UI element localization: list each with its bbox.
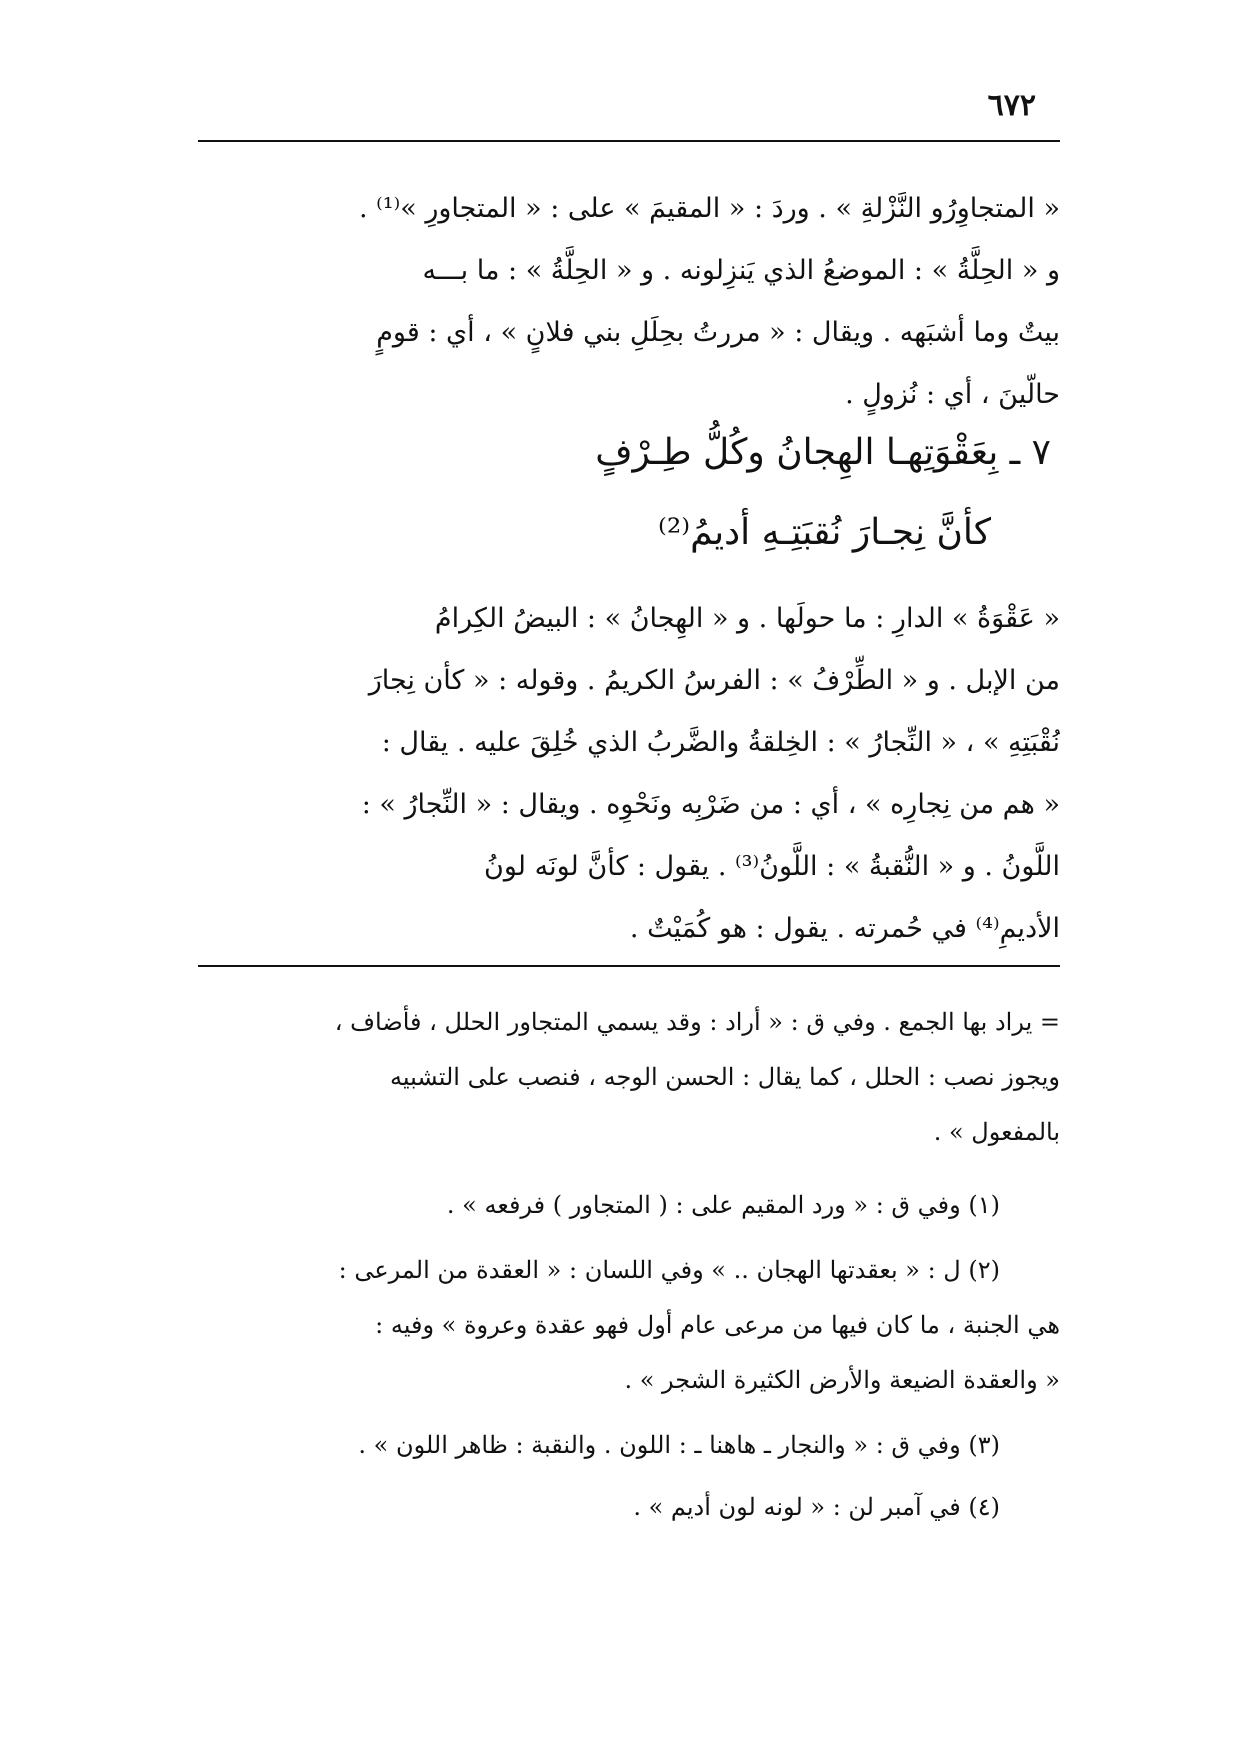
main-text [210,178,1060,426]
note-continuation [210,995,1060,1160]
header-rule [198,140,1060,142]
text-line: « عَقْوَةُ » الدارِ : ما حولَها . و « الهِجانُ » : البيضُ الكِرامُ [434,603,1060,634]
footnote-1 [210,1178,1060,1233]
note-line: = يراد بها الجمع . وفي ق : « أراد : وقد يسمي المتجاور الحلل ، فأضاف ، [334,1008,1060,1036]
commentary [210,588,1060,960]
note-line: (٣) وفي ق : « والنجار ـ هاهنا ـ : اللون . والنقبة : ظاهر اللون » . [358,1431,1000,1459]
text-line: و « الحِلَّةُ » : الموضعُ الذي يَنزِلونه . و « الحِلَّةُ » : ما بـــه [422,255,1060,286]
text-line: من الإبل . و « الطِّرْفُ » : الفرسُ الكريمُ . وقوله : « كأن نِجارَ [368,665,1060,696]
page-number: ٦٧٢ [987,88,1036,123]
footnote-3 [210,1418,1060,1473]
footnote-2 [210,1243,1060,1408]
text-line: حالّينَ ، أي : نُزولٍ . [845,379,1060,410]
verse-line-2: كأنَّ نِجـارَ نُقبَتِـهِ أديمُ⁽²⁾ [658,512,991,553]
footnote-4 [210,1480,1060,1535]
footnote-rule [198,965,1060,967]
note-line: هي الجنبة ، ما كان فيها من مرعى عام أول فهو عقدة وعروة » وفيه : [375,1311,1060,1339]
note-line: (٤) في آمبر لن : « لونه لون أديم » . [633,1493,1000,1521]
verse-line-1: ٧ ـ بِعَقْوَتِهـا الهِجانُ وكُلُّ طِـرْفٍ [595,432,1051,473]
text-line: الأديمِ⁽⁴⁾ في حُمرته . يقول : هو كُمَيْتٌ . [629,913,1060,944]
text-line: بيتٌ وما أشبَهه . ويقال : « مررتُ بحِلَلِ بني فلانٍ » ، أي : قومٍ [376,317,1060,348]
text-line: اللَّونُ . و « النُّقبةُ » : اللَّونُ⁽³⁾ . يقول : كأنَّ لونَه لونُ [484,851,1060,882]
text-line: « هم من نِجارِه » ، أي : من ضَرْبِه ونَحْوِه . ويقال : « النِّجارُ » : [361,789,1060,820]
note-line: (٢) ل : « بعقدتها الهجان .. » وفي اللسان : « العقدة من المرعى : [338,1256,1000,1284]
note-line: (١) وفي ق : « ورد المقيم على : ( المتجاور ) فرفعه » . [446,1191,1000,1219]
text-line: نُقْبَتِهِ » ، « النِّجارُ » : الخِلقةُ والضَّربُ الذي خُلِقَ عليه . يقال : [381,727,1060,758]
note-line: بالمفعول » . [933,1118,1060,1146]
note-line: ويجوز نصب : الحلل ، كما يقال : الحسن الوجه ، فنصب على التشبيه [389,1063,1060,1091]
note-line: « والعقدة الضيعة والأرض الكثيرة الشجر » . [624,1366,1060,1394]
text-line: « المتجاوِرُو النَّزْلةِ » . وردَ : « المقيمَ » على : « المتجاورِ »⁽¹⁾ . [358,193,1060,224]
